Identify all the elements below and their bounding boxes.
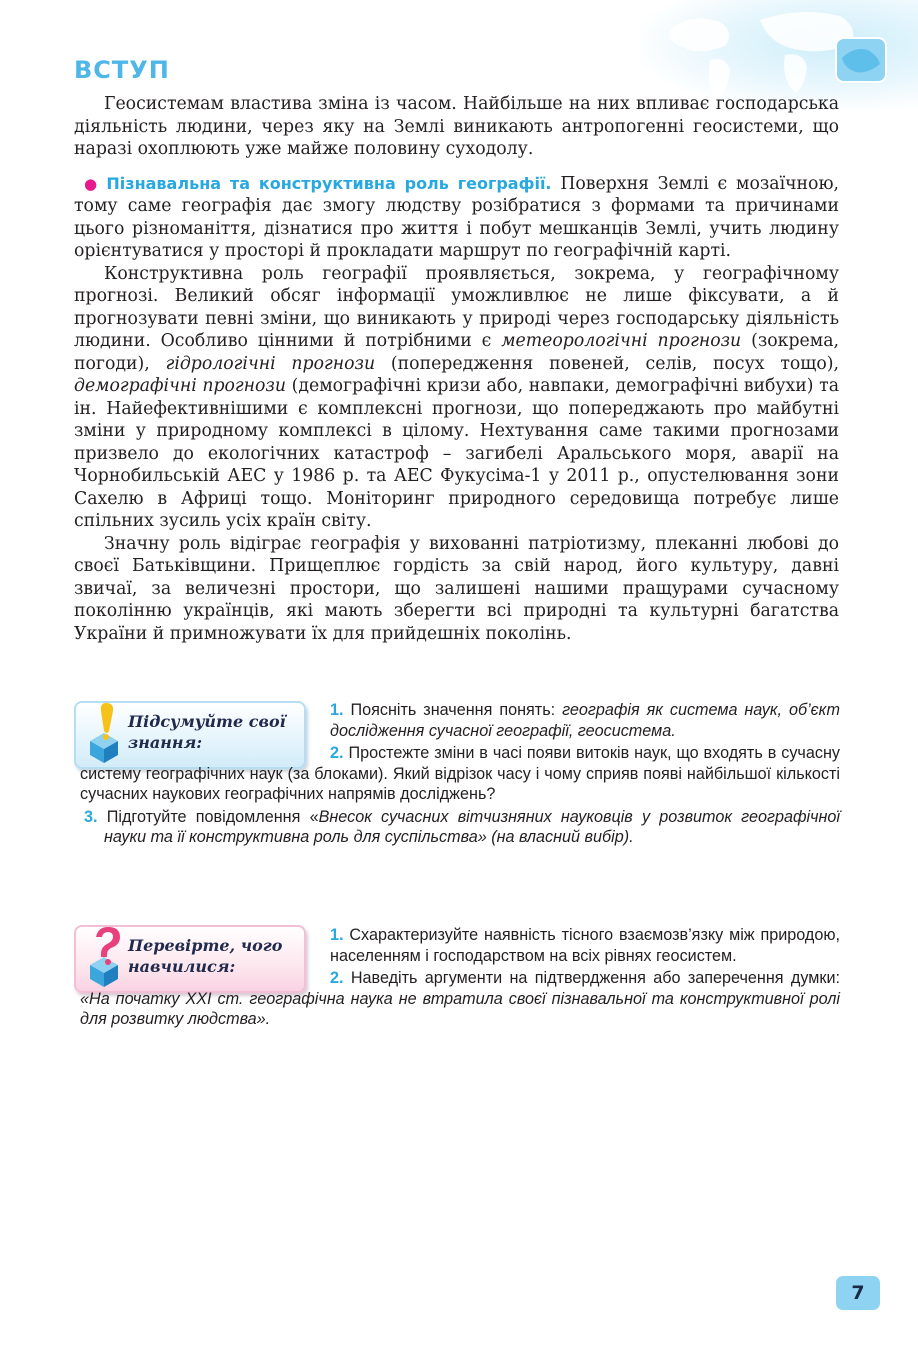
paragraph-3-part: (зокрема, погоди), — [74, 331, 839, 374]
paragraph-3-part: (демографічні кризи або, навпаки, демографічні вибухи) та ін. Найефективнішими є комплексні прогнози, що попереджають про майбутні зміни у природному комплексі в цілому. Нехтування саме такими прогнозами призвело до екологічних катастроф – загибелі Аральського моря, аварії на Чорнобильській АЕС у 1986 р. та АЕС Фукусіма-1 у 2011 р., опустелювання зони Сахелю в Африці тощо. Моніторинг природного середовища потребує лише спільних зусиль усіх країн світу. — [74, 376, 840, 531]
check-question-1 — [330, 925, 840, 966]
summary-question-2 — [52, 743, 840, 805]
question-text: Наведіть аргументи на підтвердження або заперечення думки: — [350, 969, 841, 987]
check-question-2 — [52, 968, 840, 1030]
question-italic: «На початку XXI ст. географічна наука не втратила своєї пізнавальної та конструктивної ролі для розвитку людства». — [80, 989, 840, 1028]
summary-question-3 — [80, 807, 840, 848]
section-title: ВСТУП — [74, 56, 170, 84]
check-sticker-label: Перевірте, чого навчилися: — [128, 936, 283, 976]
term-meteorological: метеорологічні прогнози — [501, 331, 742, 351]
term-hydrological: гідрологічні прогнози — [165, 353, 376, 374]
question-text: Поясніть значення понять: — [350, 701, 563, 719]
question-text: Схарактеризуйте наявність тісного взаємозв’язку між природою, населенням і господарством на всіх рівнях геосистем. — [330, 926, 841, 965]
bullet-icon: ● — [84, 174, 101, 193]
paragraph-3 — [74, 263, 839, 533]
question-text: Підготуйте повідомлення « — [106, 807, 319, 826]
question-text: Простежте зміни в часі появи витоків наук, що входять в сучасну систему географічних наук (за блоками). Який відрізок часу і чому сприяв появі найбільшої кількості сучасних наукових географічних напрямів досліджень? — [80, 744, 840, 803]
main-text — [74, 93, 839, 645]
question-number: 3. — [84, 807, 98, 826]
question-number: 1. — [330, 701, 344, 719]
question-number: 2. — [330, 744, 344, 762]
paragraph-4: Значну роль відіграє географія у вихованні патріотизму, плеканні любові до своєї Батьківщини. Прищеплює гордість за свій народ, його культуру, давні звичаї, за величезні простори, що залишені нашими пращурами сучасному поколінню українців, які мають зберегти всі природні та культурні багатства України й примножувати їх для прийдешніх поколінь. — [74, 533, 839, 644]
question-italic: Внесок сучасних вітчизняних науковців у розвиток географічної науки та її конструктивна роль для суспільства» (на власний вибір). — [104, 807, 840, 846]
question-number: 1. — [330, 926, 344, 944]
paragraph-2 — [74, 173, 839, 263]
term-demographic: демографічні прогнози — [74, 376, 286, 396]
paragraph-1: Геосистемам властива зміна із часом. Найбільше на них впливає господарська діяльність людини, через яку на Землі виникають антропогенні геосистеми, що наразі охоплюють уже майже половину суходолу. — [74, 94, 839, 159]
question-number: 2. — [330, 969, 344, 987]
summary-question-1 — [330, 700, 840, 741]
paragraph-2-text: Поверхня Землі є мозаїчною, тому саме географія дає змогу людству розібратися з формами та причинами цього різноманіття, дізнатися про життя і побут мешканців Землі, учить людину орієнтуватися у просторі й прокладати маршрут по географічній карті. — [74, 173, 840, 261]
check-questions — [80, 925, 840, 1030]
summary-questions — [80, 700, 840, 848]
page-number: 7 — [836, 1276, 880, 1310]
summary-sticker-label: Підсумуйте свої знання: — [128, 712, 286, 752]
question-italic: географія як система наук, об’єкт дослідження сучасної географії, геосистема. — [330, 701, 840, 740]
paragraph-2-heading: Пізнавальна та конструктивна роль географії. — [106, 173, 552, 193]
paragraph-3-part: (попередження повеней, селів, посух тощо), — [375, 353, 839, 374]
paragraph-3-part: Конструктивна роль географії проявляється, зокрема, у географічному прогнозі. Великий обсяг інформації уможливлює не лише фіксувати, а й прогнозувати певні зміни, що виникають у природі через господарську діяльність людини. Особливо цінними й потрібними є — [74, 263, 839, 351]
